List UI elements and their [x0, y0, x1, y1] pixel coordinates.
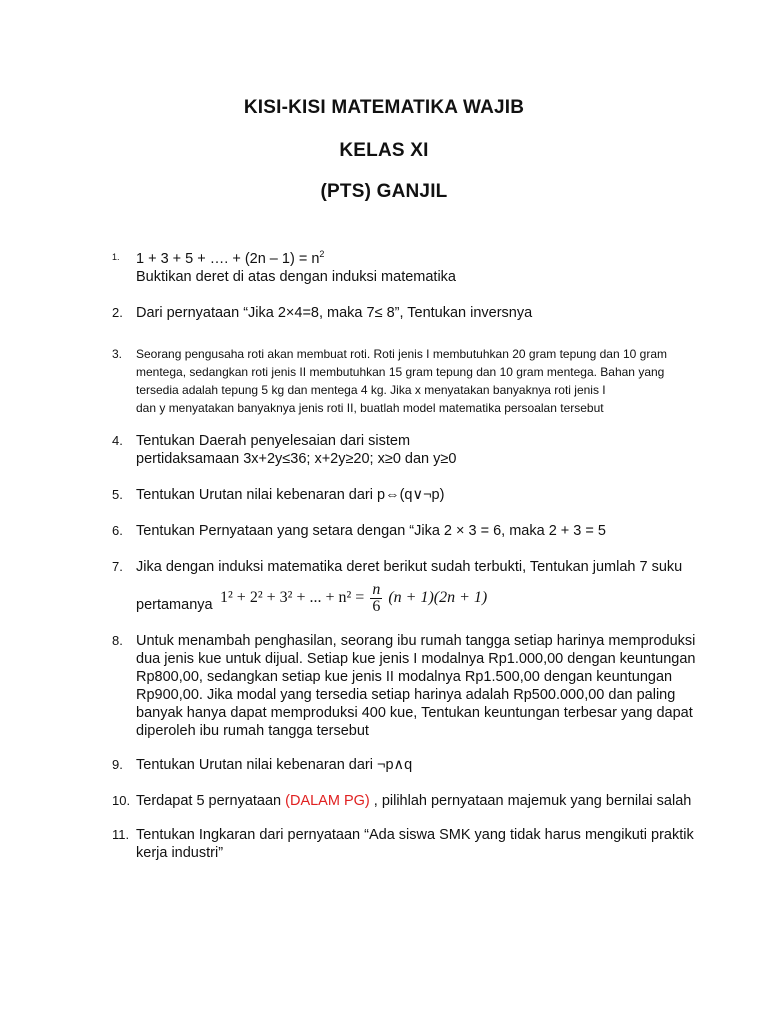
question-text-line: Tentukan Daerah penyelesaian dari sistem — [136, 433, 411, 449]
question-text-line: Dari pernyataan “Jika 2×4=8, maka 7≤ 8”, Tentukan inversnya — [136, 305, 533, 321]
question-number: 2. — [112, 305, 123, 320]
question-text-line: Seorang pengusaha roti akan membuat roti. Roti jenis I membutuhkan 20 gram tepung dan 10 gram — [136, 347, 667, 361]
question-text-line: Tentukan Urutan nilai kebenaran dari p⇔(q∨¬p) — [136, 487, 445, 503]
question-text-line: Rp900,00. Jika modal yang tersedia setiap harinya adalah Rp500.000,00 dan paling — [136, 687, 676, 703]
question-text-line: pertamanya — [136, 597, 213, 613]
formula-lhs: 1² + 2² + 3² + ... + n² = — [220, 589, 365, 607]
question-text-line: banyak hanya dapat memproduksi 400 kue, Tentukan keuntungan terbesar yang dapat — [136, 705, 693, 721]
series-sum-formula — [220, 582, 487, 615]
question-number: 3. — [112, 347, 123, 361]
document-title-line-2: KELAS XI — [339, 140, 429, 161]
document-title-line-3: (PTS) GANJIL — [320, 181, 448, 202]
document-title-line-1: KISI-KISI MATEMATIKA WAJIB — [243, 97, 525, 118]
highlight-text: (DALAM PG) — [285, 793, 370, 809]
fraction-denominator: 6 — [372, 598, 381, 615]
question-text-line: pertidaksamaan 3x+2y≤36; x+2y≥20; x≥0 dan y≥0 — [136, 451, 457, 467]
fraction — [370, 582, 382, 615]
question-text-line: kerja industri” — [136, 845, 224, 861]
question-text-line: Tentukan Urutan nilai kebenaran dari ¬p∧q — [136, 757, 413, 773]
question-text-line: Rp800,00, sedangkan setiap kue jenis II modalnya Rp1.500,00 dengan keuntungan — [136, 669, 673, 685]
question-text-line: Jika dengan induksi matematika deret berikut sudah terbukti, Tentukan jumlah 7 suku — [136, 559, 683, 575]
question-text-line: diperoleh ibu rumah tangga tersebut — [136, 723, 369, 739]
question-number: 11. — [112, 827, 130, 842]
question-number: 7. — [112, 559, 123, 574]
question-text-line: Buktikan deret di atas dengan induksi matematika — [136, 269, 456, 285]
question-number: 10. — [112, 793, 131, 808]
question-text-line: Terdapat 5 pernyataan (DALAM PG) , pilihlah pernyataan majemuk yang bernilai salah — [136, 793, 692, 809]
question-number: 5. — [112, 487, 123, 502]
question-number: 4. — [112, 433, 123, 448]
formula-rhs: (n + 1)(2n + 1) — [388, 589, 488, 607]
question-text-line: Tentukan Ingkaran dari pernyataan “Ada siswa SMK yang tidak harus mengikuti praktik — [136, 827, 694, 843]
question-text-line: dan y menyatakan banyaknya jenis roti II, buatlah model matematika persoalan tersebut — [136, 401, 604, 415]
question-number: 6. — [112, 523, 123, 538]
question-number: 8. — [112, 633, 123, 648]
question-text-line: Tentukan Pernyataan yang setara dengan “Jika 2 × 3 = 6, maka 2 + 3 = 5 — [136, 523, 606, 539]
question-text-line: mentega, sedangkan roti jenis II membutuhkan 15 gram tepung dan 10 gram mentega. Bahan yang — [136, 365, 665, 379]
question-text-line: tersedia adalah tepung 5 kg dan mentega 4 kg. Jika x menyatakan banyaknya roti jenis I — [136, 383, 606, 397]
question-text-line: dua jenis kue untuk dijual. Setiap kue jenis I modalnya Rp1.000,00 dengan keuntungan — [136, 651, 696, 667]
question-number: 1. — [112, 252, 120, 262]
question-number: 9. — [112, 757, 123, 772]
exponent: 2 — [319, 249, 325, 260]
fraction-numerator: n — [372, 581, 381, 598]
question-text-line: Untuk menambah penghasilan, seorang ibu rumah tangga setiap harinya memproduksi — [136, 633, 696, 649]
question-text-line: 1 + 3 + 5 + …. + $(2n - 1) = n^2$ — [136, 249, 325, 267]
